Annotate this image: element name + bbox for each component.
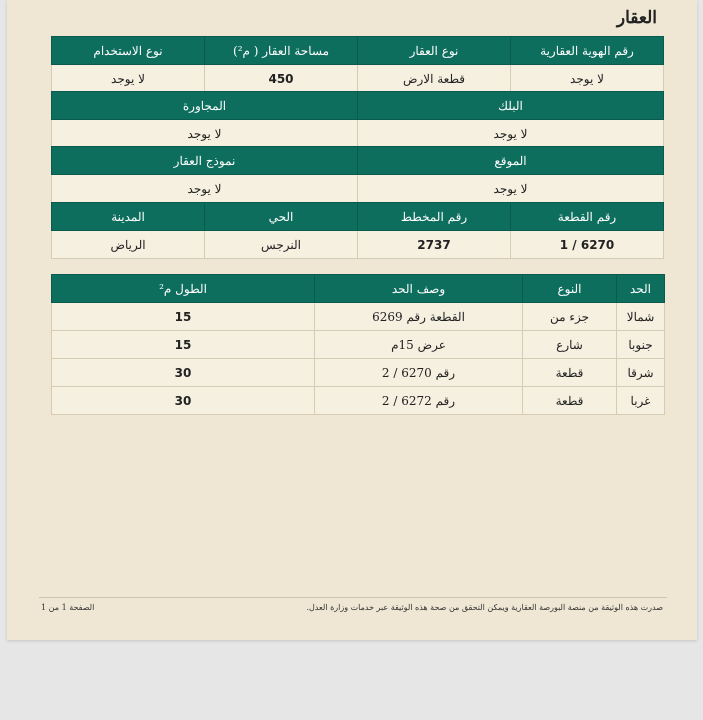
value-city: الرياض bbox=[52, 231, 205, 259]
property-info-table bbox=[51, 36, 664, 93]
page-number: الصفحة 1 من 1 bbox=[41, 603, 95, 612]
header-location: الموقع bbox=[358, 147, 664, 175]
value-property-type: قطعة الارض bbox=[358, 65, 511, 93]
header-city: المدينة bbox=[52, 203, 205, 231]
location-table bbox=[51, 146, 664, 203]
value-district: النرجس bbox=[205, 231, 358, 259]
boundaries-table bbox=[51, 274, 665, 415]
boundary-description: رقم 6272 / 2 bbox=[315, 387, 523, 415]
boundary-type: قطعة bbox=[523, 359, 617, 387]
boundary-type: شارع bbox=[523, 331, 617, 359]
boundary-direction: جنوبا bbox=[617, 331, 665, 359]
header-boundary-type: النوع bbox=[523, 275, 617, 303]
section-title: العقار bbox=[616, 8, 657, 28]
boundary-type: قطعة bbox=[523, 387, 617, 415]
header-property-model: نموذج العقار bbox=[52, 147, 358, 175]
header-block: البلك bbox=[358, 92, 664, 120]
value-property-model: لا يوجد bbox=[52, 175, 358, 203]
header-boundary-description: وصف الحد bbox=[315, 275, 523, 303]
value-neighborhood-unit: لا يوجد bbox=[52, 120, 358, 148]
boundary-length: 15 bbox=[52, 331, 315, 359]
boundary-direction: شرقا bbox=[617, 359, 665, 387]
boundary-length: 30 bbox=[52, 387, 315, 415]
header-usage-type: نوع الاستخدام bbox=[52, 37, 205, 65]
value-usage-type: لا يوجد bbox=[52, 65, 205, 93]
table-row bbox=[52, 331, 665, 359]
boundary-length: 30 bbox=[52, 359, 315, 387]
header-district: الحي bbox=[205, 203, 358, 231]
value-property-area: 450 bbox=[205, 65, 358, 93]
value-plot-number: 6270 / 1 bbox=[511, 231, 664, 259]
table-row bbox=[52, 303, 665, 331]
table-row bbox=[52, 359, 665, 387]
header-plan-number: رقم المخطط bbox=[358, 203, 511, 231]
value-property-id: لا يوجد bbox=[511, 65, 664, 93]
boundary-description: رقم 6270 / 2 bbox=[315, 359, 523, 387]
header-neighborhood-unit: المجاورة bbox=[52, 92, 358, 120]
table-row bbox=[52, 387, 665, 415]
boundary-description: عرض 15م bbox=[315, 331, 523, 359]
header-plot-number: رقم القطعة bbox=[511, 203, 664, 231]
boundary-length: 15 bbox=[52, 303, 315, 331]
boundary-type: جزء من bbox=[523, 303, 617, 331]
value-plan-number: 2737 bbox=[358, 231, 511, 259]
footer-divider bbox=[39, 597, 667, 598]
boundary-description: القطعة رقم 6269 bbox=[315, 303, 523, 331]
header-property-id: رقم الهوية العقارية bbox=[511, 37, 664, 65]
value-location: لا يوجد bbox=[358, 175, 664, 203]
header-property-type: نوع العقار bbox=[358, 37, 511, 65]
footer-note: صدرت هذه الوثيقة من منصة البورصة العقارية ويمكن التحقق من صحة هذه الوثيقة عبر خدمات وزارة العدل. bbox=[306, 603, 663, 612]
header-boundary: الحد bbox=[617, 275, 665, 303]
boundary-direction: شمالا bbox=[617, 303, 665, 331]
header-length: الطول م² bbox=[52, 275, 315, 303]
document-page bbox=[7, 0, 697, 640]
boundary-direction: غربا bbox=[617, 387, 665, 415]
plot-table bbox=[51, 202, 664, 259]
value-block: لا يوجد bbox=[358, 120, 664, 148]
header-property-area: مساحة العقار ( م²) bbox=[205, 37, 358, 65]
block-table bbox=[51, 91, 664, 148]
